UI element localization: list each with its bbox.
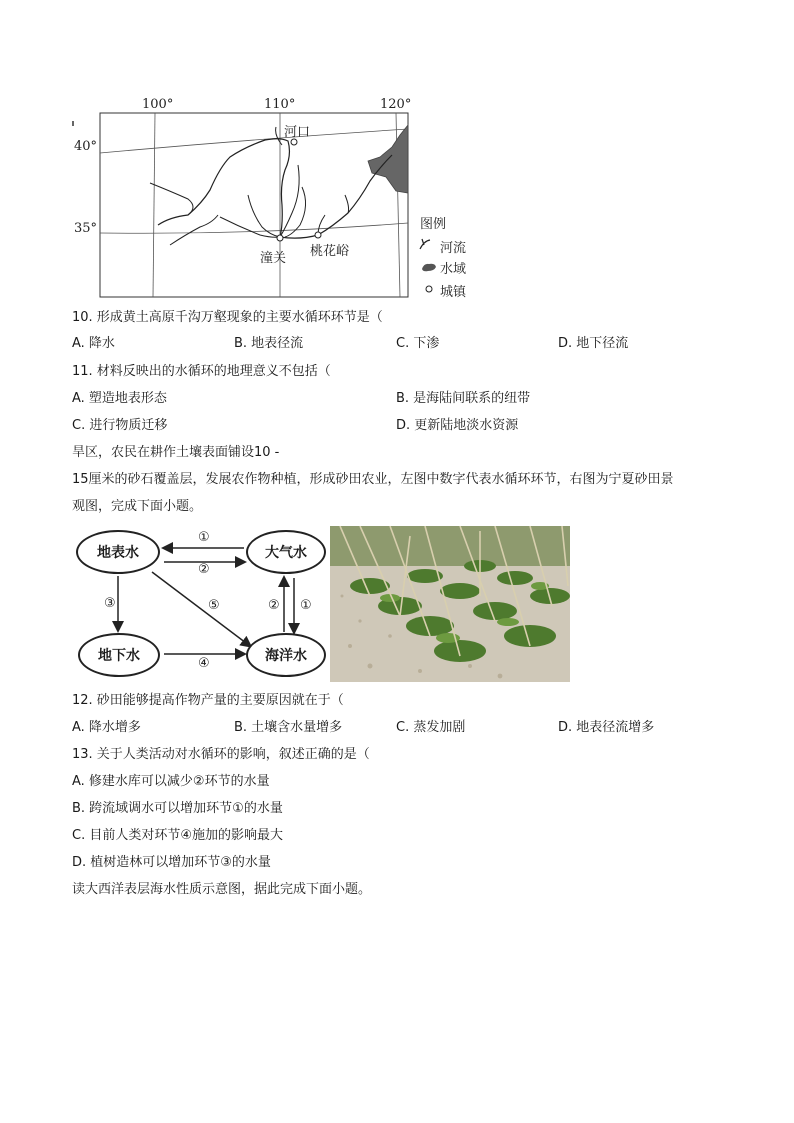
- q10-stem: 10. 形成黄土高原千沟万壑现象的主要水循环环节是（: [72, 310, 383, 325]
- lon-label-100: 100°: [142, 97, 174, 112]
- label-step-2-right: ②: [268, 598, 280, 613]
- q12-option-a[interactable]: A. 降水增多: [72, 720, 141, 735]
- q11-option-c[interactable]: C. 进行物质迁移: [72, 418, 168, 433]
- map-frame: [70, 95, 470, 305]
- q10-option-c[interactable]: C. 下渗: [396, 336, 440, 351]
- intro-line-1: 旱区，农民在耕作土壤表面铺设10 -: [72, 445, 280, 460]
- legend-river: 河流: [440, 241, 467, 256]
- node-ocean-water: 海洋水: [246, 633, 326, 677]
- q13-option-c[interactable]: C. 目前人类对环节④施加的影响最大: [72, 828, 283, 843]
- q11-stem: 11. 材料反映出的水循环的地理意义不包括（: [72, 364, 331, 379]
- q10-option-a[interactable]: A. 降水: [72, 336, 115, 351]
- q13-stem: 13. 关于人类活动对水循环的影响，叙述正确的是（: [72, 747, 370, 762]
- lon-label-110: 110°: [264, 97, 296, 112]
- q12-option-d[interactable]: D. 地表径流增多: [558, 720, 655, 735]
- label-step-5: ⑤: [208, 598, 220, 613]
- q11-option-a[interactable]: A. 塑造地表形态: [72, 391, 167, 406]
- q13-option-a[interactable]: A. 修建水库可以减少②环节的水量: [72, 774, 270, 789]
- legend-water-icon: [420, 261, 438, 273]
- label-step-2-top: ②: [198, 562, 210, 577]
- node-groundwater: 地下水: [78, 633, 160, 677]
- label-step-1-top: ①: [198, 530, 210, 545]
- lon-label-120: 120°: [380, 97, 412, 112]
- node-surface-water: 地表水: [76, 530, 160, 574]
- q12-option-c[interactable]: C. 蒸发加剧: [396, 720, 466, 735]
- q10-option-d[interactable]: D. 地下径流: [558, 336, 629, 351]
- q11-option-b[interactable]: B. 是海陆间联系的纽带: [396, 391, 531, 406]
- q11-option-d[interactable]: D. 更新陆地淡水资源: [396, 418, 519, 433]
- q12-stem: 12. 砂田能够提高作物产量的主要原因就在于（: [72, 693, 344, 708]
- legend-title: 图例: [420, 217, 447, 232]
- q10-option-b[interactable]: B. 地表径流: [234, 336, 304, 351]
- intro-line-2: 15厘米的砂石覆盖层，发展农作物种植，形成砂田农业，左图中数字代表水循环环节，右图为宁夏砂田景: [72, 472, 674, 487]
- node-atmosphere-water: 大气水: [246, 530, 326, 574]
- q12-option-b[interactable]: B. 土壤含水量增多: [234, 720, 343, 735]
- lat-label-40: 40°: [74, 139, 98, 154]
- intro-line-3: 观图，完成下面小题。: [72, 499, 203, 514]
- q13-option-d[interactable]: D. 植树造林可以增加环节③的水量: [72, 855, 271, 870]
- lat-label-35: 35°: [74, 221, 98, 236]
- legend-town-icon: [424, 284, 434, 294]
- label-step-3: ③: [104, 596, 116, 611]
- yellow-river-map: [70, 95, 470, 305]
- q13-option-b[interactable]: B. 跨流域调水可以增加环节①的水量: [72, 801, 283, 816]
- label-step-4: ④: [198, 656, 210, 671]
- town-label-taohuayu: 桃花峪: [310, 244, 350, 259]
- legend-town: 城镇: [440, 285, 467, 300]
- town-label-hekou: 河口: [284, 125, 311, 140]
- outro-text: 读大西洋表层海水性质示意图，据此完成下面小题。: [72, 882, 372, 897]
- label-step-1-right: ①: [300, 598, 312, 613]
- town-label-tongguan: 潼关: [260, 251, 287, 266]
- sand-field-photo: [330, 526, 570, 682]
- water-cycle-diagram: [72, 528, 327, 683]
- legend-water: 水域: [440, 262, 467, 277]
- legend-river-icon: [418, 237, 438, 251]
